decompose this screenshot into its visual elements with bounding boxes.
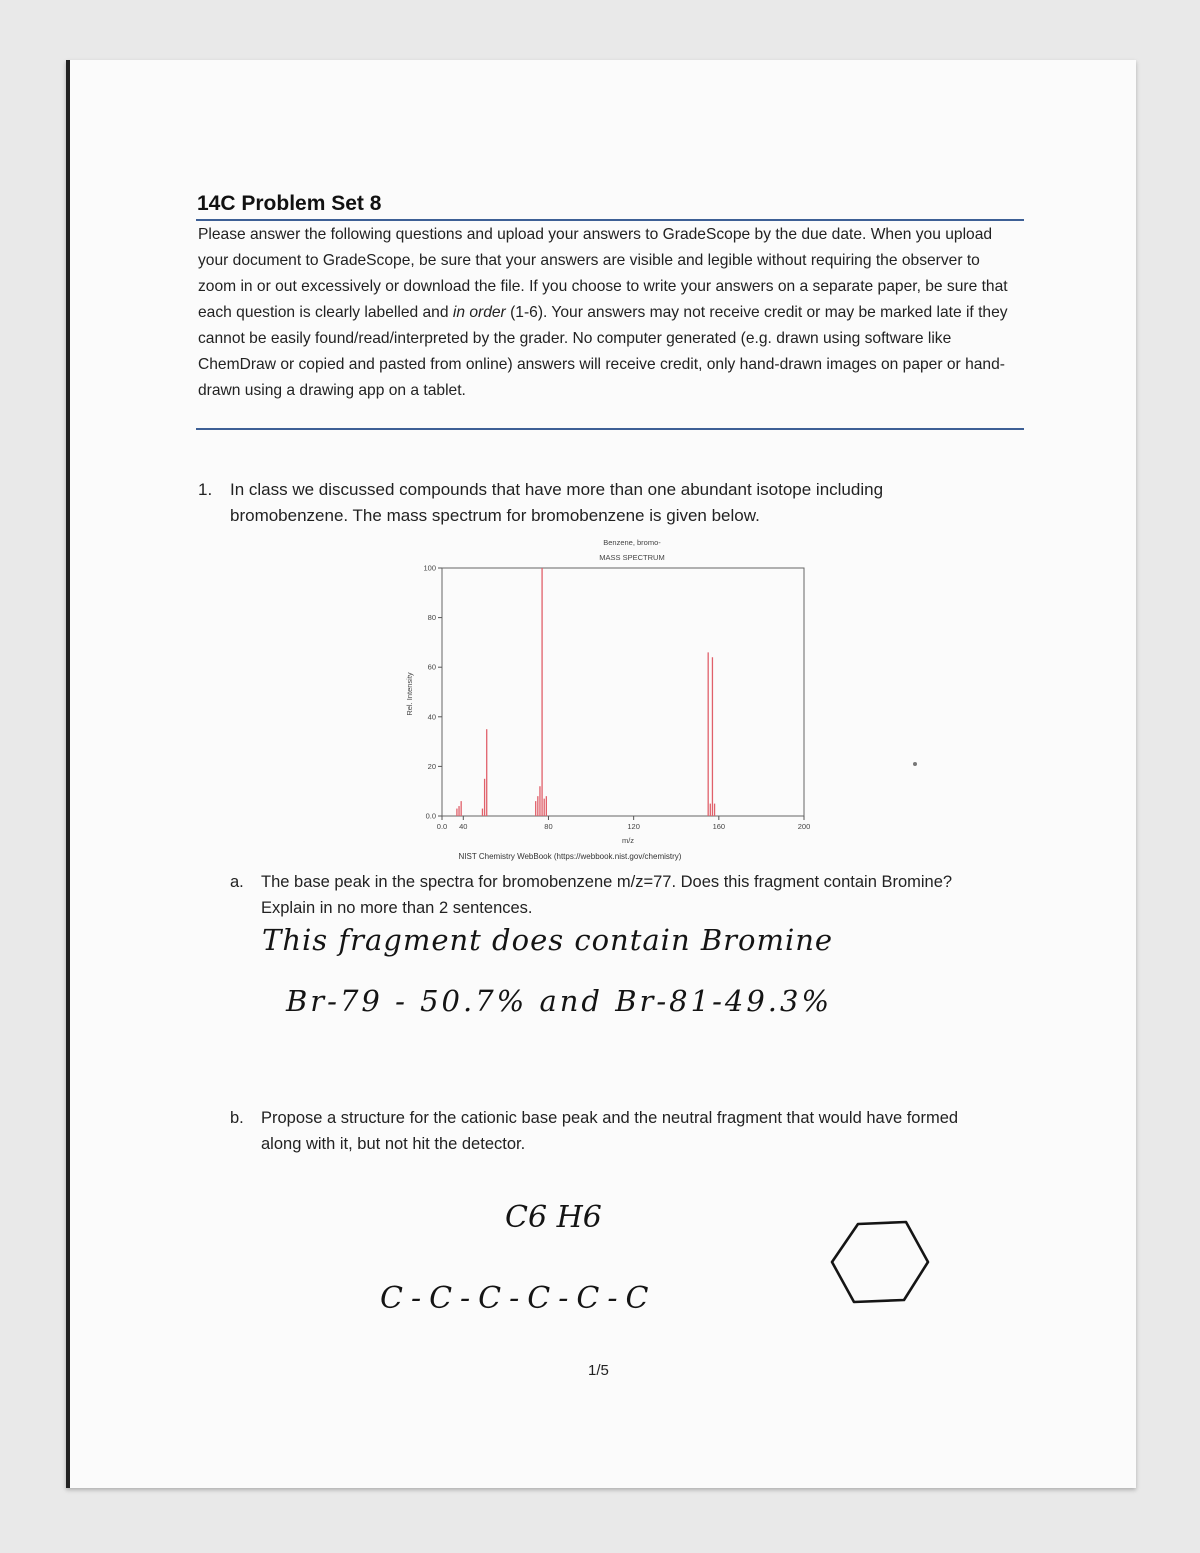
answer-1a-line-1: This fragment does contain Bromine	[262, 923, 834, 957]
instructions-emphasis: in order	[452, 304, 506, 321]
x-tick-label: 40	[459, 822, 468, 831]
question-1b-label: b.	[230, 1109, 244, 1127]
chart-y-axis-label: Rel. Intensity	[405, 672, 414, 716]
instructions-text-1: Please answer the following questions and upload your answers to GradeScope by the due date. When you upload your document to GradeScope, be sure that your answers are visible and legible without requiring the observer to zoom in or out excessively or download the file. If you choose to write your answers on a separate paper, be sure that each question is clearly labelled and	[198, 226, 1008, 321]
instructions-text-2: (1-6). Your answers may not receive credit or may be marked late if they cannot be easily found/read/interpreted by the grader. No computer generated (e.g. drawn using software like ChemDraw or copied and pasted from online) answers will receive credit, only hand-drawn images on paper or hand-drawn using a drawing app on a tablet.	[198, 304, 1008, 399]
answer-1b-chain: C-C-C-C-C-C	[380, 1281, 657, 1316]
answer-1a-line-2: Br-79 - 50.7% and Br-81-49.3%	[286, 984, 833, 1018]
mass-spectrum-chart	[400, 534, 820, 864]
chart-title: Benzene, bromo-	[603, 538, 661, 547]
hexagon-drawing	[828, 1218, 934, 1306]
page-title: 14C Problem Set 8	[197, 192, 382, 215]
chart-peaks	[457, 568, 715, 816]
x-tick-label: 160	[712, 822, 726, 831]
question-1-number: 1.	[198, 480, 213, 499]
question-1a-text: The base peak in the spectra for bromobenzene m/z=77. Does this fragment contain Bromine? Explain in no more than 2 sentences.	[261, 873, 953, 917]
chart-ticks	[423, 564, 810, 832]
x-tick-label: 0.0	[436, 822, 448, 831]
speck-mark	[913, 762, 917, 766]
y-tick-label: 40	[427, 712, 436, 722]
y-tick-label: 100	[423, 563, 436, 573]
chart-plot-frame	[442, 568, 804, 816]
y-tick-label: 20	[427, 761, 436, 771]
x-tick-label: 80	[544, 822, 553, 831]
question-1b-text: Propose a structure for the cationic base peak and the neutral fragment that would have formed along with it, but not hit the detector.	[261, 1109, 959, 1153]
y-tick-label: 80	[427, 613, 436, 623]
y-tick-label: 60	[427, 662, 436, 672]
instructions-bottom-rule	[196, 428, 1024, 430]
x-tick-label: 120	[627, 822, 640, 831]
page-number: 1/5	[588, 1362, 609, 1379]
instructions-paragraph	[198, 222, 1018, 404]
chart-source: NIST Chemistry WebBook (https://webbook.nist.gov/chemistry)	[458, 852, 682, 861]
question-1-text: In class we discussed compounds that have more than one abundant isotope including bromobenzene. The mass spectrum for bromobenzene is given below.	[230, 480, 884, 525]
x-tick-label: 200	[797, 822, 811, 831]
chart-subtitle: MASS SPECTRUM	[599, 553, 665, 562]
y-tick-label: 0.0	[425, 811, 436, 821]
answer-1b-formula: C6 H6	[505, 1200, 602, 1235]
chart-x-axis-label: m/z	[621, 836, 635, 845]
title-top-rule	[196, 219, 1024, 221]
question-1a-label: a.	[230, 873, 244, 891]
